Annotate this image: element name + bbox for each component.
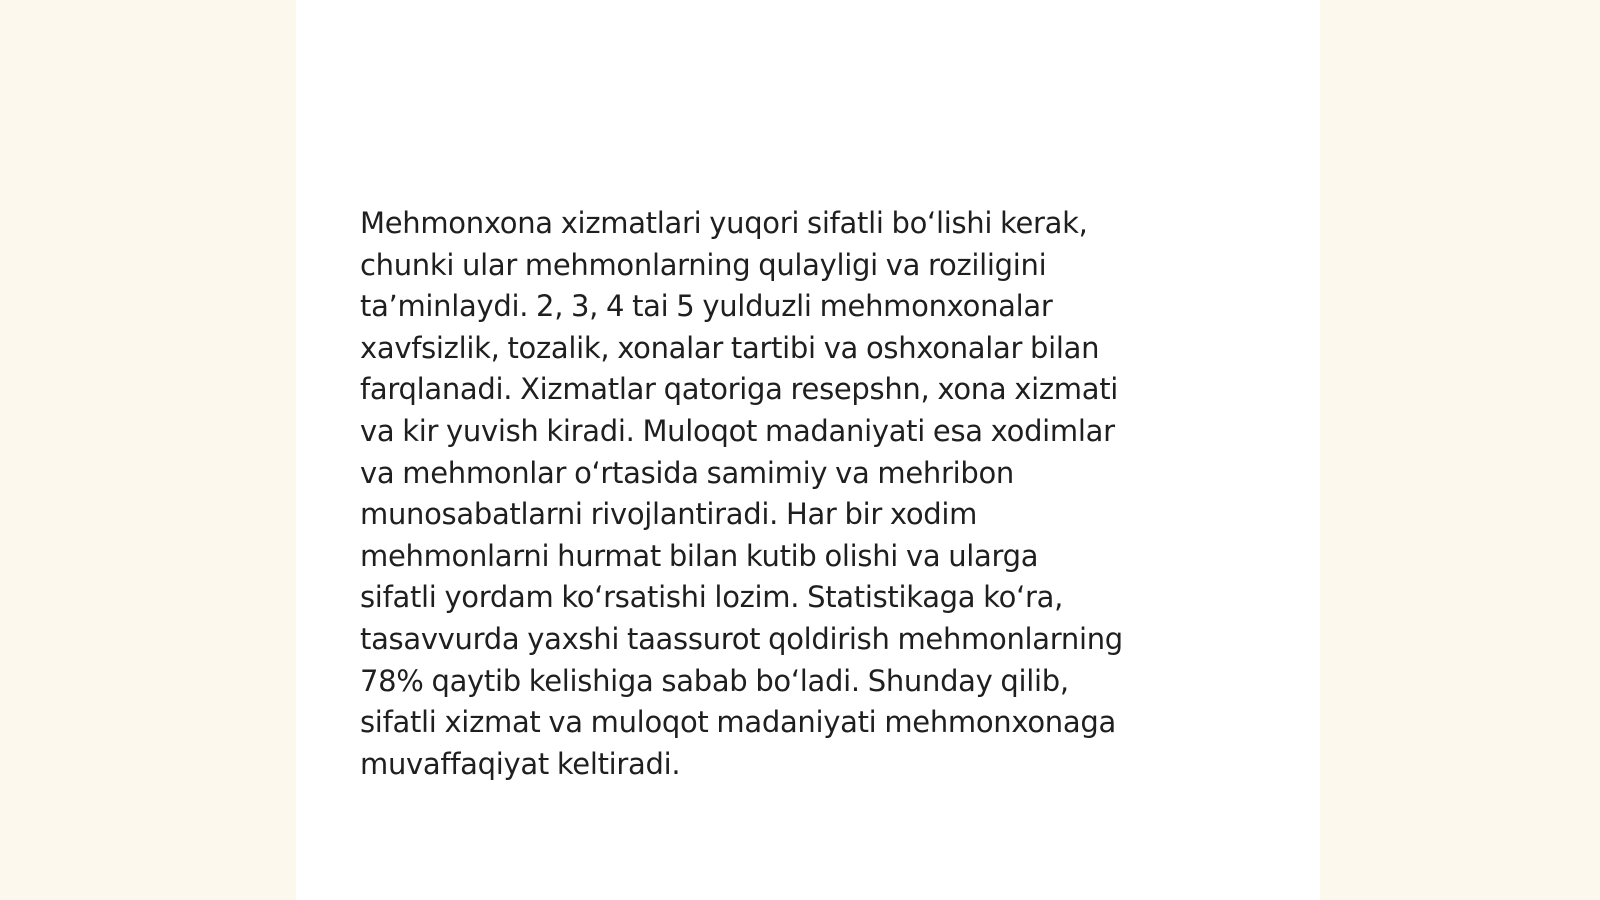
text-line: muvaffaqiyat keltiradi. bbox=[360, 746, 681, 781]
slide-body-text bbox=[360, 203, 1260, 785]
text-line: chunki ular mehmonlarning qulayligi va roziligini bbox=[360, 247, 1047, 282]
text-line: mehmonlarni hurmat bilan kutib olishi va ularga bbox=[360, 538, 1039, 573]
text-line: va kir yuvish kiradi. Muloqot madaniyati esa xodimlar bbox=[360, 413, 1115, 448]
slide bbox=[296, 0, 1320, 900]
text-line: munosabatlarni rivojlantiradi. Har bir xodim bbox=[360, 497, 978, 532]
text-line: sifatli yordam ko‘rsatishi lozim. Statistikaga ko‘ra, bbox=[360, 580, 1063, 615]
text-line: tasavvurda yaxshi taassurot qoldirish mehmonlarning bbox=[360, 621, 1123, 656]
text-line: 78% qaytib kelishiga sabab bo‘ladi. Shunday qilib, bbox=[360, 663, 1069, 698]
text-line: farqlanadi. Xizmatlar qatoriga resepshn, xona xizmati bbox=[360, 372, 1119, 407]
text-line: ta’minlaydi. 2, 3, 4 tai 5 yulduzli mehmonxonalar bbox=[360, 289, 1053, 324]
text-line: Mehmonxona xizmatlari yuqori sifatli bo‘lishi kerak, bbox=[360, 206, 1088, 240]
text-line: sifatli xizmat va muloqot madaniyati mehmonxonaga bbox=[360, 705, 1116, 740]
text-line: xavfsizlik, tozalik, xonalar tartibi va oshxonalar bilan bbox=[360, 330, 1100, 365]
text-line: va mehmonlar o‘rtasida samimiy va mehribon bbox=[360, 455, 1014, 490]
